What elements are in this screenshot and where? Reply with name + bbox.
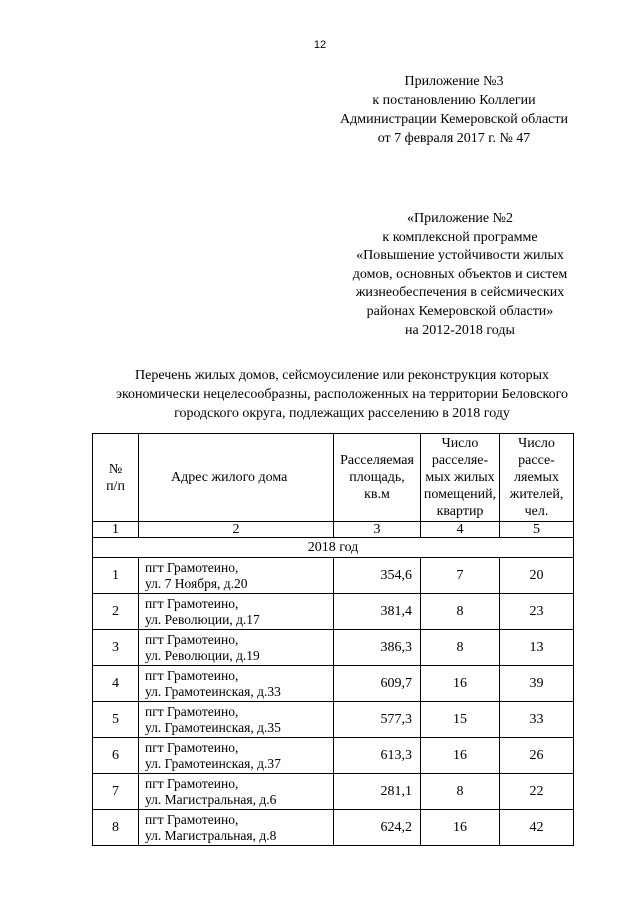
row-apartments: 16 xyxy=(421,666,500,702)
header-number xyxy=(93,434,139,522)
header-text: ляемых xyxy=(514,470,559,485)
header-text: Число xyxy=(518,436,555,451)
header-address xyxy=(139,434,334,522)
table-row xyxy=(93,774,574,810)
row-address xyxy=(139,558,334,594)
header-text: жителей, xyxy=(509,487,564,502)
row-area: 281,1 xyxy=(334,774,421,810)
table-header-row xyxy=(93,434,574,522)
row-residents: 23 xyxy=(500,594,574,630)
row-apartments: 8 xyxy=(421,594,500,630)
row-apartments: 15 xyxy=(421,702,500,738)
appendix-header-line: от 7 февраля 2017 г. № 47 xyxy=(377,131,531,146)
row-number: 1 xyxy=(93,558,139,594)
header-text: кв.м xyxy=(364,487,390,502)
row-apartments: 16 xyxy=(421,810,500,846)
table-row xyxy=(93,594,574,630)
row-number: 6 xyxy=(93,738,139,774)
column-number: 1 xyxy=(93,522,139,538)
program-header-line: на 2012-2018 годы xyxy=(405,322,515,338)
row-number: 2 xyxy=(93,594,139,630)
appendix-header-line: Приложение №3 xyxy=(404,74,504,89)
address-street: ул. Революции, д.17 xyxy=(145,611,260,627)
row-residents: 22 xyxy=(500,774,574,810)
appendix-header-line: Администрации Кемеровской области xyxy=(340,112,568,127)
header-text: мых жилых xyxy=(425,470,495,485)
row-number: 7 xyxy=(93,774,139,810)
header-text: Число xyxy=(441,436,479,451)
address-settlement: пгт Грамотеино, xyxy=(145,595,239,611)
row-number: 5 xyxy=(93,702,139,738)
row-apartments: 7 xyxy=(421,558,500,594)
table-row xyxy=(93,558,574,594)
header-residents xyxy=(500,434,574,522)
header-text: рассе- xyxy=(518,453,555,468)
row-residents: 33 xyxy=(500,702,574,738)
page-number: 12 xyxy=(313,39,327,51)
address-street: ул. Революции, д.19 xyxy=(145,647,260,663)
row-area: 613,3 xyxy=(334,738,421,774)
list-title-line: городского округа, подлежащих расселению в 2018 году xyxy=(174,406,510,421)
header-text: п/п xyxy=(106,478,125,494)
row-residents: 26 xyxy=(500,738,574,774)
column-number-row xyxy=(93,522,574,538)
row-residents: 13 xyxy=(500,630,574,666)
row-address xyxy=(139,594,334,630)
program-header-line: к комплексной программе xyxy=(382,229,538,245)
row-residents: 39 xyxy=(500,666,574,702)
address-street: ул. Магистральная, д.6 xyxy=(145,791,277,807)
row-number: 4 xyxy=(93,666,139,702)
column-number: 2 xyxy=(139,522,334,538)
row-apartments: 16 xyxy=(421,738,500,774)
row-residents: 42 xyxy=(500,810,574,846)
housing-table xyxy=(92,433,574,846)
program-header-line: «Повышение устойчивости жилых xyxy=(356,248,564,264)
header-text: помещений, xyxy=(423,487,497,502)
list-title-line: экономически нецелесообразны, расположенных на территории Беловского xyxy=(115,387,569,402)
address-settlement: пгт Грамотеино, xyxy=(145,739,239,755)
table-row xyxy=(93,630,574,666)
header-text: Адрес жилого дома xyxy=(171,470,288,485)
row-number: 8 xyxy=(93,810,139,846)
column-number: 4 xyxy=(421,522,500,538)
row-address xyxy=(139,702,334,738)
row-address xyxy=(139,810,334,846)
row-area: 609,7 xyxy=(334,666,421,702)
row-address xyxy=(139,666,334,702)
table-row xyxy=(93,666,574,702)
row-address xyxy=(139,774,334,810)
program-header-line: районах Кемеровской области» xyxy=(366,303,554,319)
program-header-line: «Приложение №2 xyxy=(407,211,513,226)
row-area: 577,3 xyxy=(334,702,421,738)
row-area: 354,6 xyxy=(334,558,421,594)
address-street: ул. Грамотеинская, д.35 xyxy=(145,719,281,735)
program-header xyxy=(320,210,600,340)
address-street: ул. Грамотеинская, д.37 xyxy=(145,755,281,771)
row-residents: 20 xyxy=(500,558,574,594)
table-row xyxy=(93,702,574,738)
program-header-line: домов, основных объектов и систем xyxy=(352,266,568,282)
address-street: ул. 7 Ноября, д.20 xyxy=(145,575,248,591)
address-street: ул. Магистральная, д.8 xyxy=(145,827,277,843)
row-area: 386,3 xyxy=(334,630,421,666)
year-label: 2018 год xyxy=(93,538,574,558)
row-apartments: 8 xyxy=(421,774,500,810)
address-street: ул. Грамотеинская, д.33 xyxy=(145,683,281,699)
header-text: чел. xyxy=(524,504,549,519)
row-address xyxy=(139,738,334,774)
header-text: квартир xyxy=(436,504,484,519)
row-area: 624,2 xyxy=(334,810,421,846)
header-text: Расселяемая xyxy=(340,453,414,468)
address-settlement: пгт Грамотеино, xyxy=(145,811,239,827)
list-title-line: Перечень жилых домов, сейсмоусиление или реконструкция которых xyxy=(135,368,549,383)
address-settlement: пгт Грамотеино, xyxy=(145,703,239,719)
appendix-header xyxy=(330,72,578,148)
row-number: 3 xyxy=(93,630,139,666)
header-area xyxy=(334,434,421,522)
address-settlement: пгт Грамотеино, xyxy=(145,559,239,575)
header-text: расселяе- xyxy=(431,453,489,468)
table-row xyxy=(93,738,574,774)
program-header-line: жизнеобеспечения в сейсмических xyxy=(355,285,565,301)
row-address xyxy=(139,630,334,666)
table-row xyxy=(93,810,574,846)
header-apartments xyxy=(421,434,500,522)
address-settlement: пгт Грамотеино, xyxy=(145,775,239,791)
address-settlement: пгт Грамотеино, xyxy=(145,631,239,647)
appendix-header-line: к постановлению Коллегии xyxy=(372,93,536,108)
header-text: № xyxy=(108,461,123,477)
row-area: 381,4 xyxy=(334,594,421,630)
year-row xyxy=(93,538,574,558)
address-settlement: пгт Грамотеино, xyxy=(145,667,239,683)
header-text: площадь, xyxy=(349,470,405,485)
row-apartments: 8 xyxy=(421,630,500,666)
column-number: 5 xyxy=(500,522,574,538)
list-title xyxy=(92,366,592,423)
column-number: 3 xyxy=(334,522,421,538)
